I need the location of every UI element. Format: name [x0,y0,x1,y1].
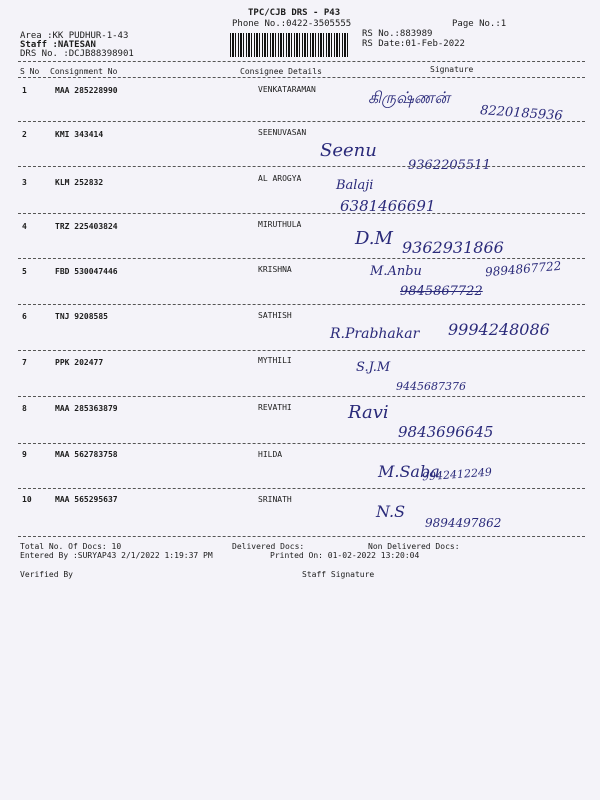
row-consignment: TNJ 9208585 [55,312,108,321]
col-consignment: Consignment No [50,67,118,76]
divider [18,61,585,62]
rs-number: RS No.:883989 [362,29,433,39]
non-delivered-docs: Non Delivered Docs: [368,542,460,551]
drs-number: DRS No. :DCJB88398901 [20,49,134,59]
row-divider [18,350,585,351]
row-consignee: MYTHILI [258,356,292,365]
row-divider [18,213,585,214]
staff-signature: Staff Signature [302,570,375,579]
signature-phone: 9445687376 [396,380,466,393]
row-consignment: KMI 343414 [55,130,104,139]
rs-date: RS Date:01-Feb-2022 [362,39,465,49]
row-consignment: TRZ 225403824 [55,222,118,231]
row-consignment: KLM 252832 [55,178,104,187]
printed-on: Printed On: 01-02-2022 13:20:04 [270,551,420,560]
divider [18,77,585,78]
row-divider [18,121,585,122]
signature-name: M.Saba [378,462,440,481]
row-sno: 4 [22,222,27,231]
area-label: Area :KK PUDHUR-1-43 [20,31,129,41]
row-divider [18,304,585,305]
row-consignee: MIRUTHULA [258,220,302,229]
signature-phone: 9362931866 [402,238,504,257]
row-divider [18,536,585,537]
signature-name: N.S [376,502,406,521]
page-number: Page No.:1 [452,19,507,29]
row-sno: 7 [22,358,27,367]
col-signature: Signature [430,65,474,74]
signature-phone: 9362205511 [408,158,491,173]
signature-name: Seenu [320,140,377,161]
signature-phone: 9894497862 [425,516,502,530]
row-sno: 8 [22,404,27,413]
signature-name: M.Anbu [370,264,422,279]
delivered-docs: Delivered Docs: [232,542,305,551]
row-consignee: SATHISH [258,311,292,320]
entered-by: Entered By :SURYAP43 2/1/2022 1:19:37 PM [20,551,213,560]
signature-name: S.J.M [356,360,391,375]
row-consignee: HILDA [258,450,283,459]
row-divider [18,396,585,397]
row-consignee: AL AROGYA [258,174,302,183]
signature-phone: 6381466691 [340,197,436,215]
signature-phone: 8220185936 [479,103,564,124]
row-sno: 10 [22,495,32,504]
signature-phone: 9994248086 [448,320,550,339]
row-consignee: SEENUVASAN [258,128,307,137]
row-divider [18,443,585,444]
total-docs: Total No. Of Docs: 10 [20,542,122,551]
signature-name: Balaji [336,178,374,193]
signature-name: கிருஷ்ணன் [368,88,450,107]
signature-phone-corrected: 9845867722 [400,284,483,299]
row-sno: 3 [22,178,27,187]
staff-label: Staff :NATESAN [20,40,96,50]
row-consignment: MAA 565295637 [55,495,118,504]
row-consignee: KRISHNA [258,265,292,274]
phone-number: Phone No.:0422-3505555 [232,19,352,29]
row-sno: 2 [22,130,27,139]
signature-phone: 9894867722 [484,258,562,280]
verified-by: Verified By [20,570,73,579]
signature-name: D.M [355,228,393,249]
row-consignee: SRINATH [258,495,292,504]
row-consignment: PPK 202477 [55,358,104,367]
row-sno: 6 [22,312,27,321]
row-consignment: MAA 285228990 [55,86,118,95]
row-consignment: FBD 530047446 [55,267,118,276]
row-sno: 1 [22,86,27,95]
row-sno: 5 [22,267,27,276]
row-divider [18,488,585,489]
row-divider [18,166,585,167]
row-consignee: VENKATARAMAN [258,85,316,94]
signature-name: R.Prabhakar [330,326,420,342]
row-consignee: REVATHI [258,403,292,412]
signature-name: Ravi [348,402,389,423]
col-sno: S No [20,67,40,76]
col-consignee: Consignee Details [240,67,322,76]
barcode [230,33,350,57]
row-consignment: MAA 562783758 [55,450,118,459]
document-title: TPC/CJB DRS - P43 [248,8,341,18]
row-sno: 9 [22,450,27,459]
row-consignment: MAA 285363879 [55,404,118,413]
row-divider [18,258,585,259]
signature-phone: 9843696645 [398,423,494,441]
signature-phone: 9942412249 [421,465,493,484]
